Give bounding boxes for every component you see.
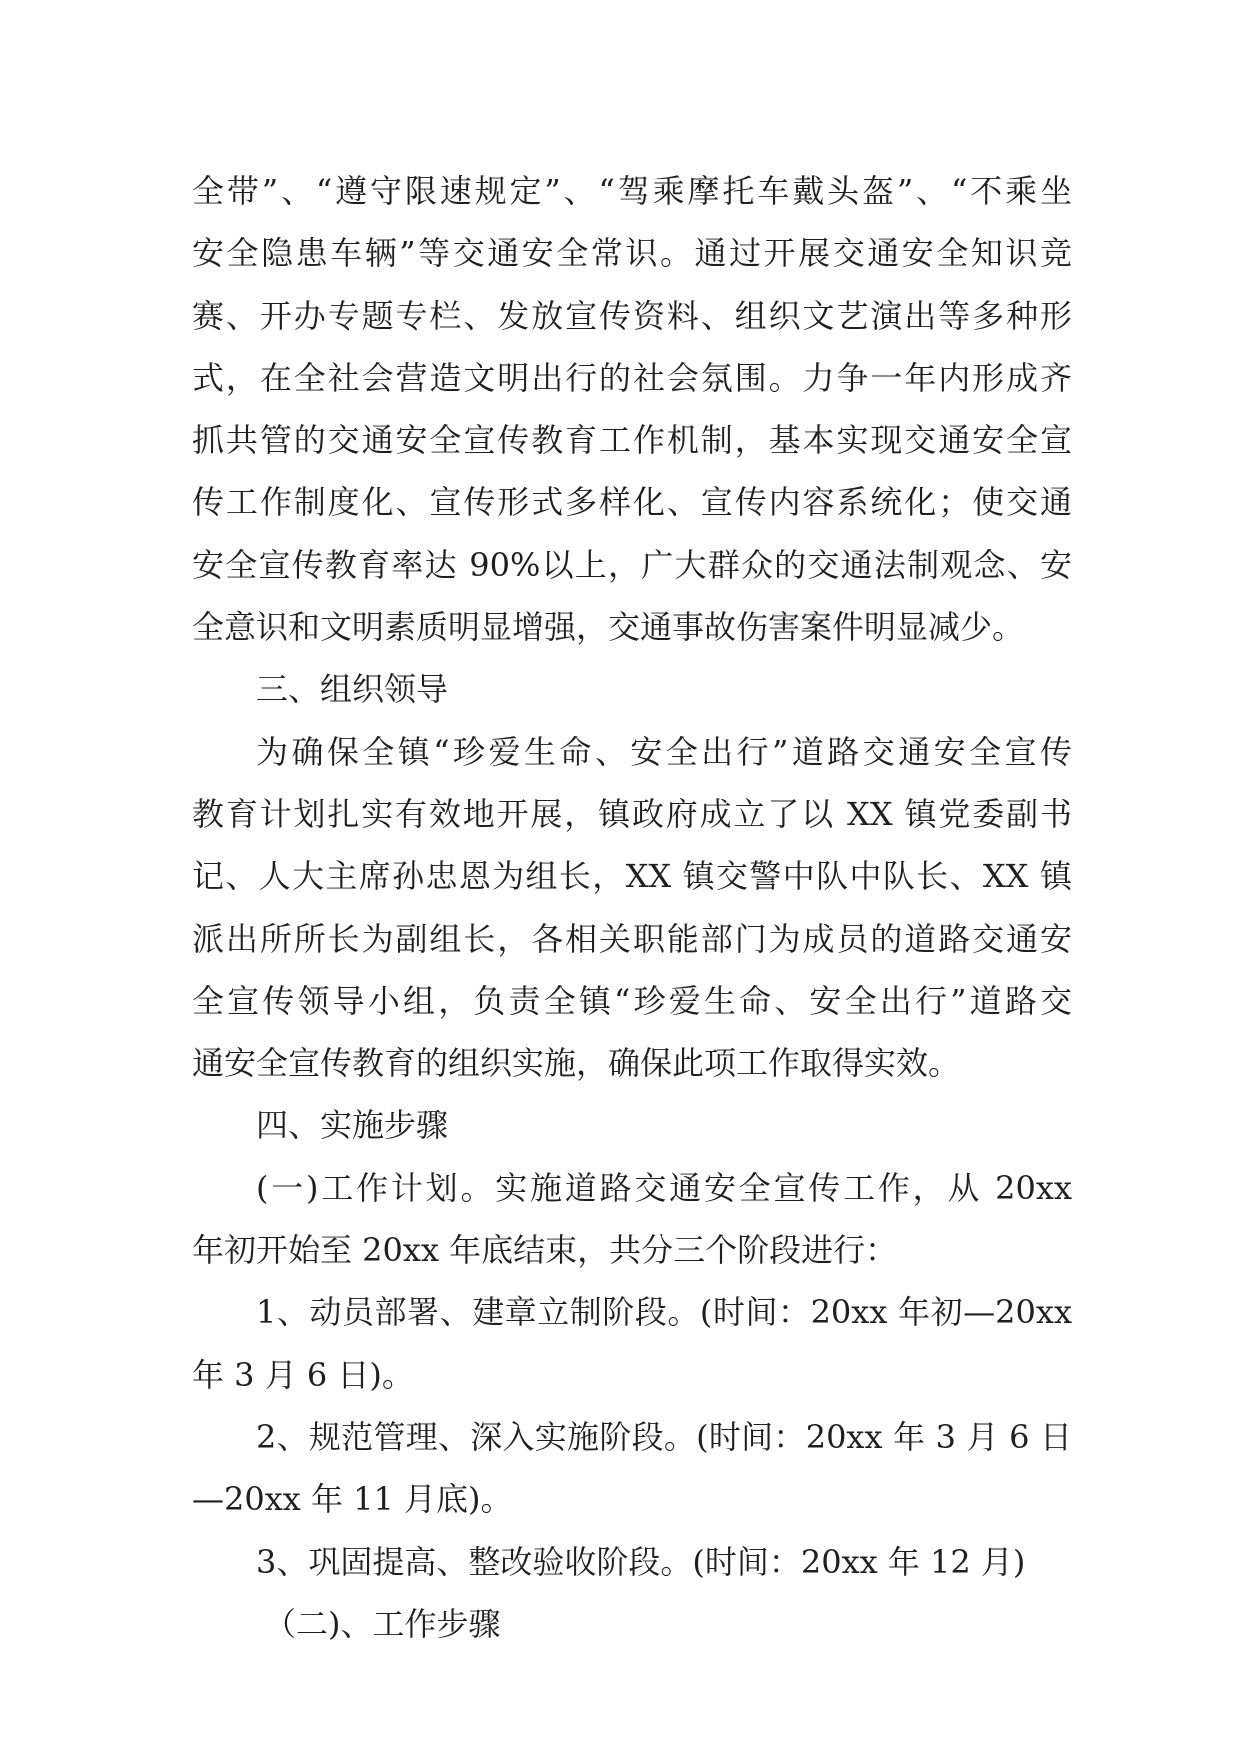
text-line: 全宣传领导小组，负责全镇“珍爱生命、安全出行”道路交 <box>192 981 1072 1020</box>
heading-text: （二)、工作步骤 <box>264 1604 501 1643</box>
text-line: 通安全宣传教育的组织实施，确保此项工作取得实效。 <box>192 1044 961 1083</box>
paragraph-stage-3 <box>192 1531 1072 1593</box>
document-body <box>192 160 1072 1655</box>
subsection-heading-work-steps <box>192 1593 1072 1655</box>
text-line: 安全隐患车辆”等交通安全常识。通过开展交通安全知识竞 <box>192 234 1072 273</box>
text-line: 教育计划扎实有效地开展，镇政府成立了以 XX 镇党委副书 <box>192 794 1072 833</box>
text-line: 年 3 月 6 日)。 <box>192 1355 414 1394</box>
text-line: (一)工作计划。实施道路交通安全宣传工作，从 20xx <box>256 1168 1072 1207</box>
text-line: 全意识和文明素质明显增强，交通事故伤害案件明显减少。 <box>192 608 1025 647</box>
text-line: 抓共管的交通安全宣传教育工作机制，基本实现交通安全宣 <box>192 421 1072 460</box>
paragraph-work-plan <box>192 1157 1072 1282</box>
text-line: 安全宣传教育率达 90%以上，广大群众的交通法制观念、安 <box>192 545 1072 584</box>
text-line: 记、人大主席孙忠恩为组长，XX 镇交警中队中队长、XX 镇 <box>192 857 1072 896</box>
paragraph-stage-1 <box>192 1281 1072 1406</box>
text-line: —20xx 年 11 月底)。 <box>192 1480 513 1519</box>
text-line: 为确保全镇“珍爱生命、安全出行”道路交通安全宣传 <box>256 732 1072 771</box>
text-line: 2、规范管理、深入实施阶段。(时间：20xx 年 3 月 6 日 <box>256 1417 1072 1456</box>
text-line: 传工作制度化、宣传形式多样化、宣传内容系统化；使交通 <box>192 483 1072 522</box>
heading-text: 三、组织领导 <box>256 670 449 709</box>
heading-text: 四、实施步骤 <box>256 1106 449 1145</box>
text-line: 式，在全社会营造文明出行的社会氛围。力争一年内形成齐 <box>192 358 1072 397</box>
text-line: 赛、开办专题专栏、发放宣传资料、组织文艺演出等多种形 <box>192 296 1072 335</box>
text-line: 派出所所长为副组长，各相关职能部门为成员的道路交通安 <box>192 919 1072 958</box>
text-line: 全带”、“遵守限速规定”、“驾乘摩托车戴头盔”、“不乘坐 <box>192 172 1072 210</box>
paragraph-organization <box>192 721 1072 1095</box>
text-line: 3、巩固提高、整改验收阶段。(时间：20xx 年 12 月) <box>256 1542 1026 1581</box>
paragraph-safety-knowledge <box>192 160 1072 658</box>
section-heading-implementation <box>192 1094 1072 1156</box>
text-line: 1、动员部署、建章立制阶段。(时间：20xx 年初—20xx <box>256 1293 1072 1332</box>
text-line: 年初开始至 20xx 年底结束，共分三个阶段进行： <box>192 1231 898 1270</box>
section-heading-organization <box>192 658 1072 720</box>
paragraph-stage-2 <box>192 1406 1072 1531</box>
